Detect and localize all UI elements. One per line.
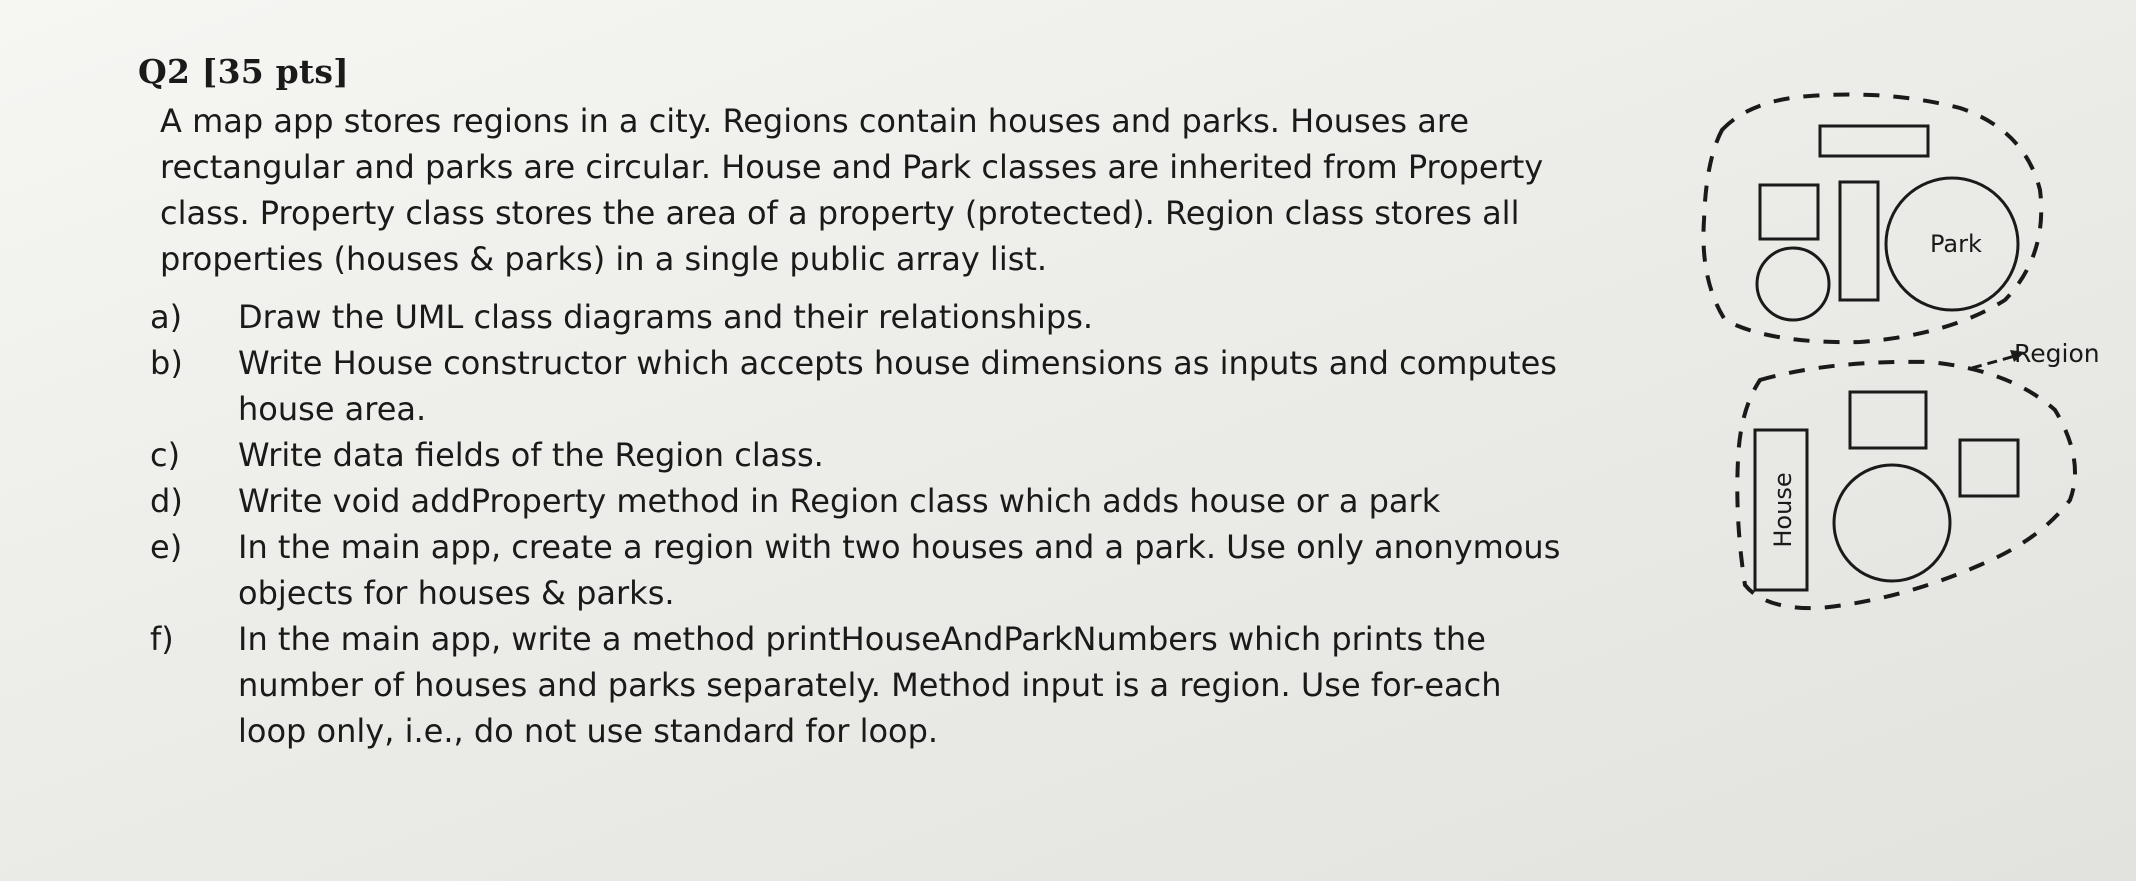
intro-line: properties (houses & parks) in a single public array list.: [160, 240, 1048, 278]
task-item-d: [150, 478, 1710, 524]
task-text: loop only, i.e., do not use standard for loop.: [238, 712, 939, 750]
top-region-outline: [1703, 95, 2041, 343]
region-figure-svg: [1680, 80, 2120, 680]
intro-line: class. Property class stores the area of a property (protected). Region class stores all: [160, 194, 1520, 232]
task-text: Write data fields of the Region class.: [238, 436, 824, 474]
task-text: Write void addProperty method in Region class which adds house or a park: [238, 482, 1441, 520]
task-label: d): [150, 482, 183, 520]
task-label: a): [150, 298, 183, 336]
house-rect-shape: [1760, 185, 1818, 239]
task-text: Write House constructor which accepts house dimensions as inputs and computes: [238, 344, 1557, 382]
task-label: e): [150, 528, 183, 566]
region-label: Region: [2014, 339, 2100, 368]
park-label: Park: [1930, 230, 1982, 258]
task-text: objects for houses & parks.: [238, 574, 675, 612]
task-text: In the main app, create a region with two houses and a park. Use only anonymous: [238, 528, 1561, 566]
region-figure: [1680, 80, 2120, 680]
task-list: [150, 294, 1710, 754]
task-item-e: [150, 524, 1710, 616]
task-item-b: [150, 340, 1710, 432]
park-circle-shape: [1757, 248, 1829, 320]
house-rect-shape: [1840, 182, 1878, 300]
park-circle-shape: [1834, 465, 1950, 581]
house-rect-shape: [1820, 126, 1928, 156]
question-title: Q2 [35 pts]: [138, 52, 349, 91]
task-label: c): [150, 436, 181, 474]
house-rect-shape: [1960, 440, 2018, 496]
region-arrow: [1972, 356, 2015, 368]
task-text: In the main app, write a method printHouseAndParkNumbers which prints the: [238, 620, 1486, 658]
task-text: house area.: [238, 390, 427, 428]
intro-line: rectangular and parks are circular. House and Park classes are inherited from Property: [160, 148, 1544, 186]
task-item-f: [150, 616, 1710, 754]
task-text: Draw the UML class diagrams and their relationships.: [238, 298, 1094, 336]
house-label: House: [1769, 472, 1797, 548]
house-rect-shape: [1850, 392, 1926, 448]
task-label: b): [150, 344, 183, 382]
task-text: number of houses and parks separately. Method input is a region. Use for-each: [238, 666, 1502, 704]
question-intro: [160, 98, 1680, 282]
task-item-c: [150, 432, 1710, 478]
task-label: f): [150, 620, 174, 658]
task-item-a: [150, 294, 1710, 340]
intro-line: A map app stores regions in a city. Regions contain houses and parks. Houses are: [160, 102, 1469, 140]
